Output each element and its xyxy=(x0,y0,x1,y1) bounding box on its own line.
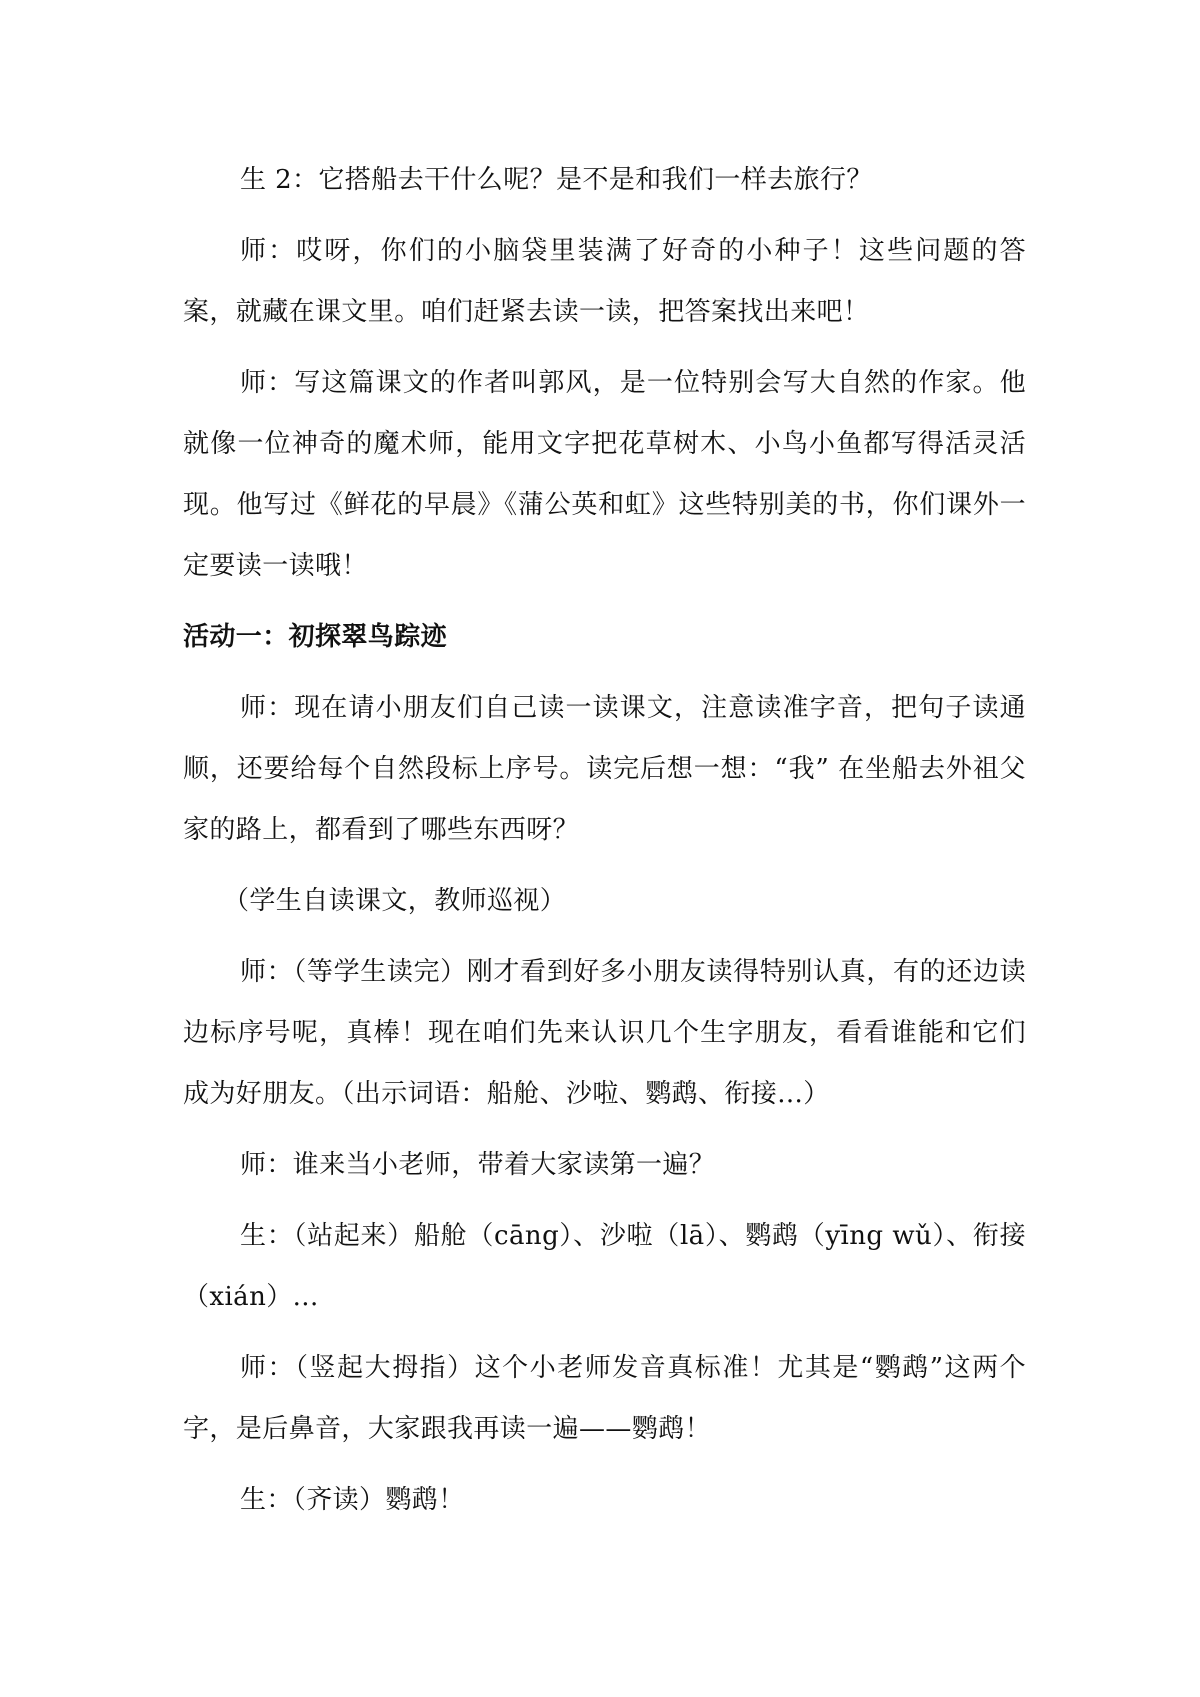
paragraph-student-pinyin-reading: 生：（站起来）船舱（cāng）、沙啦（lā）、鹦鹉（yīng wǔ）、衔接（xián）... xyxy=(183,1221,1026,1312)
paragraph-teacher-new-words: 师：（等学生读完）刚才看到好多小朋友读得特别认真，有的还边读边标序号呢，真棒！现在咱们先来认识几个生字朋友，看看谁能和它们成为好朋友。（出示词语：船舱、沙啦、鹦鹉、衔接...） xyxy=(183,957,1026,1109)
paragraph-teacher-praise: 师：（竖起大拇指）这个小老师发音真标准！尤其是“鹦鹉”这两个字，是后鼻音，大家跟我再读一遍——鹦鹉！ xyxy=(183,1353,1026,1444)
paragraph-students-chorus: 生：（齐读）鹦鹉！ xyxy=(240,1485,465,1515)
paragraph-stage-direction: （学生自读课文，教师巡视） xyxy=(223,886,567,916)
paragraph-student-2-question: 生 2：它搭船去干什么呢？是不是和我们一样去旅行？ xyxy=(240,165,873,195)
section-heading-activity-one: 活动一：初探翠鸟踪迹 xyxy=(183,622,448,652)
document-body xyxy=(183,150,1026,1541)
paragraph-teacher-little-teacher: 师：谁来当小老师，带着大家读第一遍？ xyxy=(240,1150,716,1180)
paragraph-teacher-curiosity: 师：哎呀，你们的小脑袋里装满了好奇的小种子！这些问题的答案，就藏在课文里。咱们赶紧去读一读，把答案找出来吧！ xyxy=(183,236,1026,327)
paragraph-teacher-reading-task: 师：现在请小朋友们自己读一读课文，注意读准字音，把句子读通顺，还要给每个自然段标上序号。读完后想一想：“我” 在坐船去外祖父家的路上，都看到了哪些东西呀？ xyxy=(183,693,1026,845)
paragraph-teacher-author-intro: 师：写这篇课文的作者叫郭风，是一位特别会写大自然的作家。他就像一位神奇的魔术师，能用文字把花草树木、小鸟小鱼都写得活灵活现。他写过《鲜花的早晨》《蒲公英和虹》这些特别美的书，你们课外一定要读一读哦！ xyxy=(183,368,1026,581)
